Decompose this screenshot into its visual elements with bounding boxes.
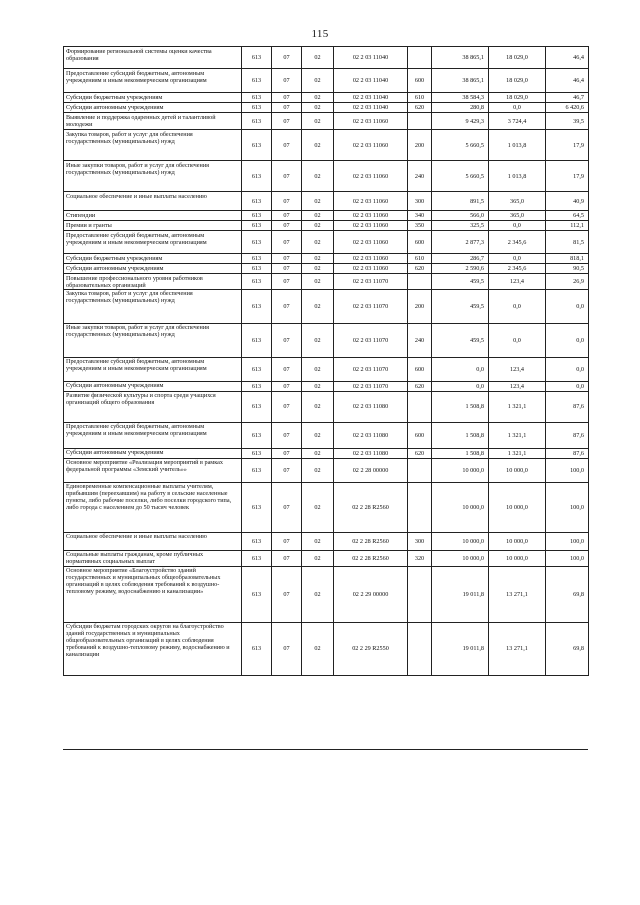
subsection-code: 02 xyxy=(302,103,334,113)
subsection-code: 02 xyxy=(302,422,334,448)
row-name: Субсидии автономным учреждениям xyxy=(64,264,242,274)
planned-amount: 280,8 xyxy=(432,103,489,113)
executed-amount: 0,0 xyxy=(489,289,546,323)
ministry-code: 613 xyxy=(242,93,272,103)
row-name: Иные закупки товаров, работ и услуг для обеспечения государственных (муниципальных) нужд xyxy=(64,323,242,357)
subsection-code: 02 xyxy=(302,323,334,357)
executed-amount: 10 000,0 xyxy=(489,550,546,566)
row-name: Предоставление субсидий бюджетным, автономным учреждениям и иным некоммерческим организациям xyxy=(64,69,242,93)
expense-type-code: 610 xyxy=(408,93,432,103)
executed-amount: 10 000,0 xyxy=(489,458,546,482)
planned-amount: 459,5 xyxy=(432,274,489,290)
subsection-code: 02 xyxy=(302,622,334,675)
table-row xyxy=(64,130,589,161)
subsection-code: 02 xyxy=(302,550,334,566)
subsection-code: 02 xyxy=(302,221,334,231)
ministry-code: 613 xyxy=(242,254,272,264)
target-article-code: 02 2 03 11060 xyxy=(334,264,408,274)
table-row xyxy=(64,93,589,103)
table-row xyxy=(64,448,589,458)
table-row xyxy=(64,532,589,550)
executed-amount: 2 345,6 xyxy=(489,231,546,254)
executed-amount: 365,0 xyxy=(489,211,546,221)
ministry-code: 613 xyxy=(242,532,272,550)
executed-amount: 123,4 xyxy=(489,357,546,381)
subsection-code: 02 xyxy=(302,448,334,458)
section-code: 07 xyxy=(272,323,302,357)
target-article-code: 02 2 28 R2560 xyxy=(334,532,408,550)
ministry-code: 613 xyxy=(242,622,272,675)
row-name: Социальное обеспечение и иные выплаты населению xyxy=(64,192,242,211)
expense-type-code: 600 xyxy=(408,422,432,448)
expense-type-code: 600 xyxy=(408,357,432,381)
subsection-code: 02 xyxy=(302,482,334,532)
row-name: Выявление и поддержка одаренных детей и талантливой молодежи xyxy=(64,113,242,130)
execution-percent: 100,0 xyxy=(546,532,589,550)
table-row xyxy=(64,221,589,231)
ministry-code: 613 xyxy=(242,458,272,482)
execution-percent: 64,5 xyxy=(546,211,589,221)
planned-amount: 566,0 xyxy=(432,211,489,221)
target-article-code: 02 2 03 11040 xyxy=(334,103,408,113)
executed-amount: 13 271,1 xyxy=(489,566,546,622)
executed-amount: 2 345,6 xyxy=(489,264,546,274)
row-name: Субсидии бюджетным учреждениям xyxy=(64,93,242,103)
ministry-code: 613 xyxy=(242,103,272,113)
section-code: 07 xyxy=(272,448,302,458)
planned-amount: 38 865,1 xyxy=(432,47,489,69)
expense-type-code: 610 xyxy=(408,254,432,264)
executed-amount: 13 271,1 xyxy=(489,622,546,675)
target-article-code: 02 2 03 11070 xyxy=(334,357,408,381)
execution-percent: 0,0 xyxy=(546,357,589,381)
section-code: 07 xyxy=(272,289,302,323)
execution-percent: 6 420,6 xyxy=(546,103,589,113)
subsection-code: 02 xyxy=(302,381,334,391)
target-article-code: 02 2 03 11060 xyxy=(334,221,408,231)
ministry-code: 613 xyxy=(242,381,272,391)
section-code: 07 xyxy=(272,47,302,69)
planned-amount: 1 508,8 xyxy=(432,448,489,458)
expense-type-code xyxy=(408,391,432,422)
planned-amount: 5 660,5 xyxy=(432,130,489,161)
target-article-code: 02 2 03 11070 xyxy=(334,381,408,391)
table-row xyxy=(64,264,589,274)
section-code: 07 xyxy=(272,161,302,192)
planned-amount: 38 584,3 xyxy=(432,93,489,103)
target-article-code: 02 2 03 11060 xyxy=(334,254,408,264)
planned-amount: 9 429,3 xyxy=(432,113,489,130)
executed-amount: 1 013,8 xyxy=(489,130,546,161)
target-article-code: 02 2 03 11080 xyxy=(334,391,408,422)
table-row xyxy=(64,69,589,93)
execution-percent: 87,6 xyxy=(546,448,589,458)
expense-type-code: 620 xyxy=(408,381,432,391)
table-row xyxy=(64,47,589,69)
target-article-code: 02 2 03 11060 xyxy=(334,211,408,221)
section-code: 07 xyxy=(272,113,302,130)
target-article-code: 02 2 03 11060 xyxy=(334,192,408,211)
execution-percent: 0,0 xyxy=(546,289,589,323)
table-row xyxy=(64,192,589,211)
execution-percent: 81,5 xyxy=(546,231,589,254)
target-article-code: 02 2 03 11060 xyxy=(334,113,408,130)
execution-percent: 17,9 xyxy=(546,130,589,161)
execution-percent: 818,1 xyxy=(546,254,589,264)
subsection-code: 02 xyxy=(302,161,334,192)
execution-percent: 69,8 xyxy=(546,622,589,675)
target-article-code: 02 2 03 11060 xyxy=(334,161,408,192)
section-code: 07 xyxy=(272,254,302,264)
planned-amount: 10 000,0 xyxy=(432,550,489,566)
execution-percent: 39,5 xyxy=(546,113,589,130)
expense-type-code: 200 xyxy=(408,130,432,161)
section-code: 07 xyxy=(272,357,302,381)
table-row xyxy=(64,381,589,391)
section-code: 07 xyxy=(272,381,302,391)
planned-amount: 38 865,1 xyxy=(432,69,489,93)
execution-percent: 90,5 xyxy=(546,264,589,274)
row-name: Премии и гранты xyxy=(64,221,242,231)
execution-percent: 112,1 xyxy=(546,221,589,231)
planned-amount: 19 011,8 xyxy=(432,566,489,622)
row-name: Предоставление субсидий бюджетным, автономным учреждениям и иным некоммерческим организациям xyxy=(64,357,242,381)
table-row xyxy=(64,482,589,532)
table-row xyxy=(64,566,589,622)
table-row xyxy=(64,550,589,566)
section-code: 07 xyxy=(272,69,302,93)
subsection-code: 02 xyxy=(302,264,334,274)
row-name: Закупка товаров, работ и услуг для обеспечения государственных (муниципальных) нужд xyxy=(64,130,242,161)
planned-amount: 286,7 xyxy=(432,254,489,264)
section-code: 07 xyxy=(272,231,302,254)
subsection-code: 02 xyxy=(302,93,334,103)
planned-amount: 0,0 xyxy=(432,357,489,381)
executed-amount: 0,0 xyxy=(489,254,546,264)
expense-type-code xyxy=(408,458,432,482)
table-row xyxy=(64,231,589,254)
expense-type-code: 240 xyxy=(408,161,432,192)
planned-amount: 1 508,8 xyxy=(432,391,489,422)
table-row xyxy=(64,161,589,192)
executed-amount: 10 000,0 xyxy=(489,532,546,550)
expense-type-code xyxy=(408,622,432,675)
executed-amount: 18 029,0 xyxy=(489,47,546,69)
row-name: Формирование региональной системы оценки качества образования xyxy=(64,47,242,69)
row-name: Субсидии автономным учреждениям xyxy=(64,448,242,458)
ministry-code: 613 xyxy=(242,231,272,254)
target-article-code: 02 2 03 11080 xyxy=(334,448,408,458)
executed-amount: 0,0 xyxy=(489,323,546,357)
execution-percent: 46,7 xyxy=(546,93,589,103)
expense-type-code: 600 xyxy=(408,69,432,93)
planned-amount: 19 011,8 xyxy=(432,622,489,675)
execution-percent: 87,6 xyxy=(546,391,589,422)
executed-amount: 1 013,8 xyxy=(489,161,546,192)
table-row xyxy=(64,289,589,323)
row-name: Социальные выплаты гражданам, кроме публичных нормативных социальных выплат xyxy=(64,550,242,566)
row-name: Основное мероприятие «Благоустройство зданий государственных и муниципальных общеобразовательных организаций в целях соблюдения требований к воздушно-тепловому режиму, водоснабжению и канализации» xyxy=(64,566,242,622)
page-bottom-rule xyxy=(63,749,588,750)
expense-type-code xyxy=(408,482,432,532)
subsection-code: 02 xyxy=(302,69,334,93)
ministry-code: 613 xyxy=(242,289,272,323)
subsection-code: 02 xyxy=(302,458,334,482)
subsection-code: 02 xyxy=(302,274,334,290)
planned-amount: 10 000,0 xyxy=(432,532,489,550)
table-row xyxy=(64,458,589,482)
subsection-code: 02 xyxy=(302,192,334,211)
target-article-code: 02 2 03 11060 xyxy=(334,130,408,161)
executed-amount: 0,0 xyxy=(489,221,546,231)
ministry-code: 613 xyxy=(242,47,272,69)
planned-amount: 325,5 xyxy=(432,221,489,231)
expense-type-code: 200 xyxy=(408,289,432,323)
expense-type-code xyxy=(408,566,432,622)
row-name: Субсидии автономным учреждениям xyxy=(64,103,242,113)
execution-percent: 46,4 xyxy=(546,47,589,69)
target-article-code: 02 2 03 11070 xyxy=(334,289,408,323)
section-code: 07 xyxy=(272,458,302,482)
expense-type-code: 300 xyxy=(408,192,432,211)
executed-amount: 1 321,1 xyxy=(489,448,546,458)
execution-percent: 17,9 xyxy=(546,161,589,192)
section-code: 07 xyxy=(272,192,302,211)
row-name: Развитие физической культуры и спорта среди учащихся организаций общего образования xyxy=(64,391,242,422)
subsection-code: 02 xyxy=(302,566,334,622)
subsection-code: 02 xyxy=(302,211,334,221)
expense-type-code xyxy=(408,113,432,130)
expense-type-code: 340 xyxy=(408,211,432,221)
expense-type-code: 350 xyxy=(408,221,432,231)
ministry-code: 613 xyxy=(242,113,272,130)
table-row xyxy=(64,211,589,221)
table-row xyxy=(64,113,589,130)
table-row xyxy=(64,254,589,264)
execution-percent: 69,8 xyxy=(546,566,589,622)
row-name: Предоставление субсидий бюджетным, автономным учреждениям и иным некоммерческим организациям xyxy=(64,231,242,254)
section-code: 07 xyxy=(272,264,302,274)
executed-amount: 0,0 xyxy=(489,103,546,113)
row-name: Субсидии бюджетам городских округов на благоустройство зданий государственных и муниципальных общеобразовательных организаций в целях соблюдения требований к воздушно-тепловому режиму, водоснабжению и канализации xyxy=(64,622,242,675)
executed-amount: 18 029,0 xyxy=(489,93,546,103)
planned-amount: 459,5 xyxy=(432,323,489,357)
row-name: Субсидии бюджетным учреждениям xyxy=(64,254,242,264)
planned-amount: 10 000,0 xyxy=(432,458,489,482)
table-row xyxy=(64,622,589,675)
row-name: Субсидии автономным учреждениям xyxy=(64,381,242,391)
subsection-code: 02 xyxy=(302,357,334,381)
expense-type-code: 320 xyxy=(408,550,432,566)
target-article-code: 02 2 29 00000 xyxy=(334,566,408,622)
target-article-code: 02 2 28 00000 xyxy=(334,458,408,482)
section-code: 07 xyxy=(272,103,302,113)
executed-amount: 123,4 xyxy=(489,381,546,391)
ministry-code: 613 xyxy=(242,221,272,231)
ministry-code: 613 xyxy=(242,69,272,93)
expense-type-code: 600 xyxy=(408,231,432,254)
target-article-code: 02 2 28 R2560 xyxy=(334,482,408,532)
planned-amount: 0,0 xyxy=(432,381,489,391)
ministry-code: 613 xyxy=(242,550,272,566)
ministry-code: 613 xyxy=(242,130,272,161)
subsection-code: 02 xyxy=(302,47,334,69)
ministry-code: 613 xyxy=(242,391,272,422)
execution-percent: 87,6 xyxy=(546,422,589,448)
expense-type-code: 620 xyxy=(408,103,432,113)
section-code: 07 xyxy=(272,422,302,448)
execution-percent: 26,9 xyxy=(546,274,589,290)
row-name: Повышение профессионального уровня работников образовательных организаций xyxy=(64,274,242,290)
ministry-code: 613 xyxy=(242,482,272,532)
expense-type-code xyxy=(408,274,432,290)
section-code: 07 xyxy=(272,211,302,221)
table-row xyxy=(64,274,589,290)
target-article-code: 02 2 03 11060 xyxy=(334,231,408,254)
ministry-code: 613 xyxy=(242,161,272,192)
page-number: 115 xyxy=(311,28,329,40)
row-name: Социальное обеспечение и иные выплаты населению xyxy=(64,532,242,550)
table-row xyxy=(64,391,589,422)
row-name: Единовременные компенсационные выплаты учителям, прибывшим (переехавшим) на работу в сельские населенные пункты, либо рабочие поселки, либо поселки городского типа, либо города с населением до 50 тысяч человек xyxy=(64,482,242,532)
ministry-code: 613 xyxy=(242,422,272,448)
row-name: Стипендии xyxy=(64,211,242,221)
subsection-code: 02 xyxy=(302,113,334,130)
execution-percent: 40,9 xyxy=(546,192,589,211)
planned-amount: 1 508,8 xyxy=(432,422,489,448)
planned-amount: 5 660,5 xyxy=(432,161,489,192)
ministry-code: 613 xyxy=(242,448,272,458)
section-code: 07 xyxy=(272,391,302,422)
row-name: Основное мероприятие «Реализация мероприятий в рамках федеральной программы «Земский учитель»» xyxy=(64,458,242,482)
target-article-code: 02 2 03 11040 xyxy=(334,69,408,93)
executed-amount: 1 321,1 xyxy=(489,422,546,448)
target-article-code: 02 2 03 11070 xyxy=(334,323,408,357)
section-code: 07 xyxy=(272,221,302,231)
planned-amount: 2 590,6 xyxy=(432,264,489,274)
ministry-code: 613 xyxy=(242,211,272,221)
execution-percent: 0,0 xyxy=(546,323,589,357)
execution-percent: 100,0 xyxy=(546,550,589,566)
table-row xyxy=(64,323,589,357)
execution-percent: 0,0 xyxy=(546,381,589,391)
section-code: 07 xyxy=(272,274,302,290)
row-name: Закупка товаров, работ и услуг для обеспечения государственных (муниципальных) нужд xyxy=(64,289,242,323)
row-name: Предоставление субсидий бюджетным, автономным учреждениям и иным некоммерческим организациям xyxy=(64,422,242,448)
execution-percent: 46,4 xyxy=(546,69,589,93)
planned-amount: 891,5 xyxy=(432,192,489,211)
section-code: 07 xyxy=(272,532,302,550)
target-article-code: 02 2 29 R2550 xyxy=(334,622,408,675)
subsection-code: 02 xyxy=(302,130,334,161)
section-code: 07 xyxy=(272,482,302,532)
target-article-code: 02 2 03 11040 xyxy=(334,93,408,103)
ministry-code: 613 xyxy=(242,192,272,211)
expense-type-code xyxy=(408,47,432,69)
execution-percent: 100,0 xyxy=(546,482,589,532)
executed-amount: 18 029,0 xyxy=(489,69,546,93)
expense-type-code: 300 xyxy=(408,532,432,550)
table-row xyxy=(64,103,589,113)
ministry-code: 613 xyxy=(242,357,272,381)
target-article-code: 02 2 03 11080 xyxy=(334,422,408,448)
executed-amount: 3 724,4 xyxy=(489,113,546,130)
target-article-code: 02 2 03 11070 xyxy=(334,274,408,290)
expense-type-code: 240 xyxy=(408,323,432,357)
row-name: Иные закупки товаров, работ и услуг для обеспечения государственных (муниципальных) нужд xyxy=(64,161,242,192)
planned-amount: 2 877,3 xyxy=(432,231,489,254)
planned-amount: 459,5 xyxy=(432,289,489,323)
table-row xyxy=(64,422,589,448)
planned-amount: 10 000,0 xyxy=(432,482,489,532)
subsection-code: 02 xyxy=(302,254,334,264)
executed-amount: 365,0 xyxy=(489,192,546,211)
budget-table xyxy=(63,46,589,676)
executed-amount: 10 000,0 xyxy=(489,482,546,532)
section-code: 07 xyxy=(272,566,302,622)
ministry-code: 613 xyxy=(242,264,272,274)
subsection-code: 02 xyxy=(302,289,334,323)
execution-percent: 100,0 xyxy=(546,458,589,482)
executed-amount: 1 321,1 xyxy=(489,391,546,422)
subsection-code: 02 xyxy=(302,391,334,422)
subsection-code: 02 xyxy=(302,532,334,550)
executed-amount: 123,4 xyxy=(489,274,546,290)
ministry-code: 613 xyxy=(242,323,272,357)
target-article-code: 02 2 28 R2560 xyxy=(334,550,408,566)
subsection-code: 02 xyxy=(302,231,334,254)
section-code: 07 xyxy=(272,622,302,675)
target-article-code: 02 2 03 11040 xyxy=(334,47,408,69)
expense-type-code: 620 xyxy=(408,264,432,274)
section-code: 07 xyxy=(272,93,302,103)
section-code: 07 xyxy=(272,550,302,566)
table-row xyxy=(64,357,589,381)
ministry-code: 613 xyxy=(242,274,272,290)
ministry-code: 613 xyxy=(242,566,272,622)
expense-type-code: 620 xyxy=(408,448,432,458)
section-code: 07 xyxy=(272,130,302,161)
